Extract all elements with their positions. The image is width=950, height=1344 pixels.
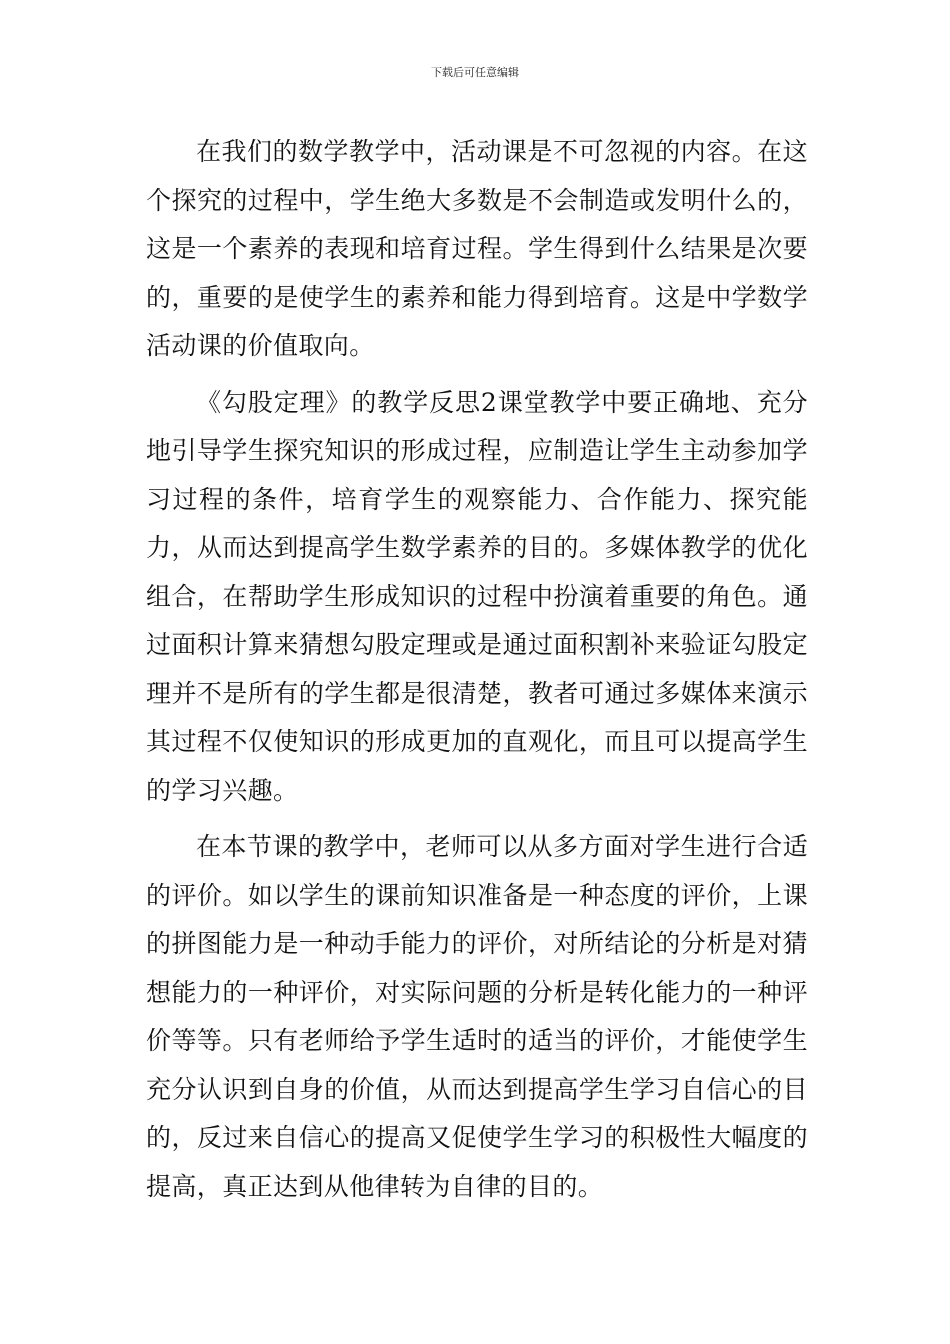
paragraph-1: 在我们的数学教学中，活动课是不可忽视的内容。在这个探究的过程中，学生绝大多数是不会制造或发明什么的，这是一个素养的表现和培育过程。学生得到什么结果是次要的，重要的是使学生的素养和能力得到培育。这是中学数学活动课的价值取向。 [146,137,808,360]
paragraph-2: 《勾股定理》的教学反思2课堂教学中要正确地、充分地引导学生探究知识的形成过程，应制造让学生主动参加学习过程的条件，培育学生的观察能力、合作能力、探究能力，从而达到提高学生数学素养的目的。多媒体教学的优化组合，在帮助学生形成知识的过程中扮演着重要的角色。通过面积计算来猜想勾股定理或是通过面积割补来验证勾股定理并不是所有的学生都是很清楚，教者可通过多媒体来演示其过程不仅使知识的形成更加的直观化，而且可以提高学生的学习兴趣。 [146,387,808,805]
paragraph-3: 在本节课的教学中，老师可以从多方面对学生进行合适的评价。如以学生的课前知识准备是一种态度的评价，上课的拼图能力是一种动手能力的评价，对所结论的分析是对猜想能力的一种评价，对实际问题的分析是转化能力的一种评价等等。只有老师给予学生适时的适当的评价，才能使学生充分认识到自身的价值，从而达到提高学生学习自信心的目的，反过来自信心的提高又促使学生学习的积极性大幅度的提高，真正达到从他律转为自律的目的。 [146,832,808,1201]
document-body [146,128,808,1219]
page-header: 下载后可任意编辑 [431,66,519,79]
